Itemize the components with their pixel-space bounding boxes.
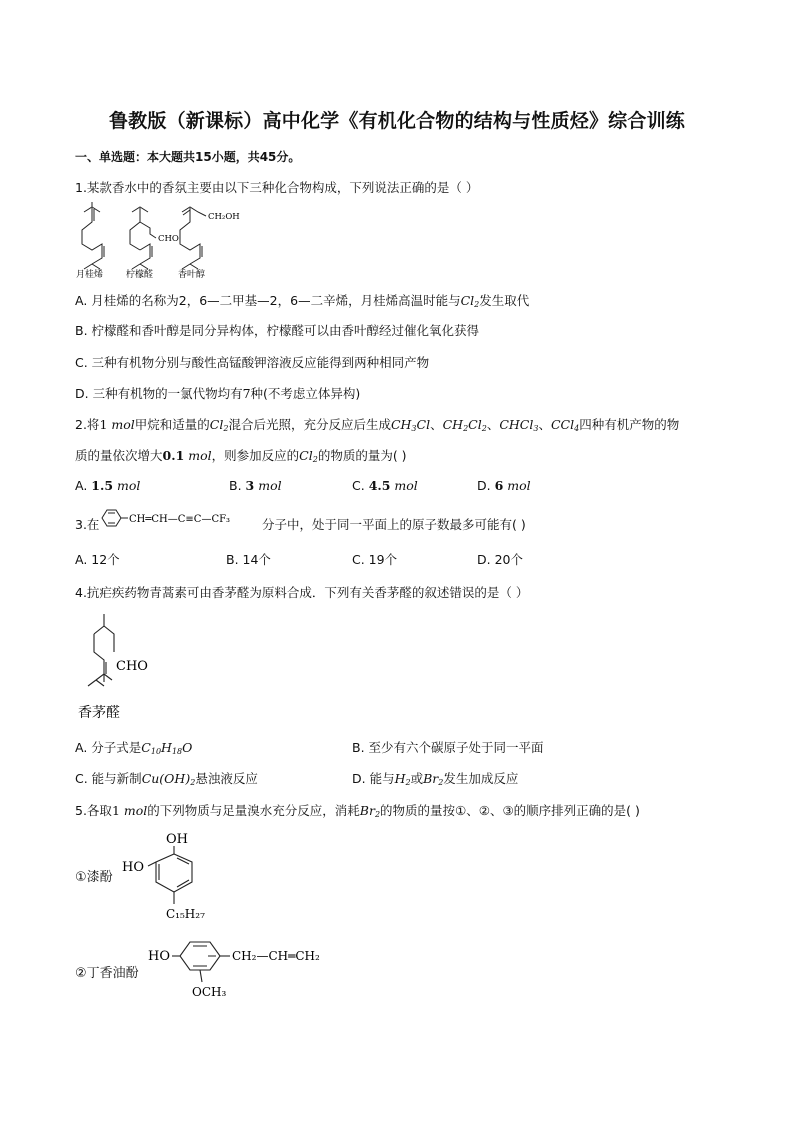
q5-m2-ho: HO <box>148 949 170 964</box>
q5-m1-oh-left: HO <box>122 860 144 875</box>
q5-label-2: ②丁香油酚 <box>75 966 139 981</box>
q4-label: 香茅醛 <box>78 705 120 721</box>
q2-option-a[interactable]: A. 1.5 mol <box>75 478 141 493</box>
q3-molecule <box>98 505 268 531</box>
q1-option-d-num: 7 <box>242 386 251 401</box>
q2-option-b[interactable]: B. 3 mol <box>229 478 282 493</box>
q5-m1-substituent: C₁₅H₂₇ <box>166 907 205 921</box>
q3-chain-text: CH═CH—C≡C—CF₃ <box>129 514 231 525</box>
q1-stem: 1.某款香水中的香氛主要由以下三种化合物构成，下列说法正确的是（ ） <box>75 180 479 195</box>
q5-m2-och3: OCH₃ <box>192 985 227 999</box>
q1-molecules <box>72 200 272 280</box>
q1-option-d-post: 种(不考虑立体异构) <box>250 386 361 401</box>
section-heading: 一、单选题：本大题共15小题，共45分。 <box>75 150 301 164</box>
q2-stem-line2: 质的量依次增大0.1 mol，则参加反应的$Cl_2$的物质的量为( ) <box>75 448 407 464</box>
q5-molecule-2 <box>146 928 376 1004</box>
q5-molecule-1 <box>118 826 238 922</box>
q4-cho-text: CHO <box>116 659 148 674</box>
q4-stem: 4.抗疟疾药物青蒿素可由香茅醛为原料合成．下列有关香茅醛的叙述错误的是（ ） <box>75 585 529 600</box>
q3-option-c[interactable]: C. 19个 <box>352 552 398 567</box>
q1-option-a-tail: 发生取代 <box>479 293 530 308</box>
q3-option-b[interactable]: B. 14个 <box>226 552 271 567</box>
q3-stem-post: 分子中，处于同一平面上的原子数最多可能有( ) <box>262 517 526 532</box>
q5-label-1: ①漆酚 <box>75 870 113 885</box>
q2-stem-line1: 2.将1 mol甲烷和适量的$Cl_2$混合后光照，充分反应后生成$CH_3Cl$、$CH_2Cl_2$、CHCl$_3$、CCl$_4$四种有机产物的物 <box>75 417 680 433</box>
q1-option-c[interactable]: C. 三种有机物分别与酸性高锰酸钾溶液反应能得到两种相同产物 <box>75 355 430 370</box>
q5-m1-oh-top: OH <box>166 832 188 847</box>
q1-label-geraniol: 香叶醇 <box>178 270 206 280</box>
q4-option-d[interactable]: D. 能与$H_2$或$Br_2$发生加成反应 <box>352 771 519 787</box>
q1-option-d[interactable] <box>75 384 360 402</box>
q2-option-d[interactable]: D. 6 mol <box>477 478 531 493</box>
q5-m2-chain: CH₂—CH═CH₂ <box>232 949 320 963</box>
q3-option-a[interactable]: A. 12个 <box>75 552 120 567</box>
q1-option-d-pre: D. 三种有机物的一氯代物均有 <box>75 386 243 401</box>
q1-option-a-formula: $Cl_2$ <box>460 293 480 309</box>
q4-molecule <box>74 612 184 722</box>
q1-option-a-text: A. 月桂烯的名称为2，6—二甲基—2，6—二辛烯，月桂烯高温时能与 <box>75 293 461 308</box>
q4-option-a[interactable]: A. 分子式是$C_{10}H_{18}O$ <box>75 740 193 756</box>
q1-ch2oh-text: CH₂OH <box>208 212 240 222</box>
q4-option-b[interactable]: B. 至少有六个碳原子处于同一平面 <box>352 740 544 755</box>
q1-label-citral: 柠檬醛 <box>126 270 154 280</box>
q5-stem: 5.各取1 mol的下列物质与足量溴水充分反应，消耗$Br_2$的物质的量按①、②、③的顺序排列正确的是( ) <box>75 803 640 819</box>
q2-option-c[interactable]: C. 4.5 mol <box>352 478 418 493</box>
q1-option-b[interactable]: B. 柠檬醛和香叶醇是同分异构体，柠檬醛可以由香叶醇经过催化氧化获得 <box>75 323 480 338</box>
q1-cho-text: CHO <box>158 234 179 244</box>
q1-option-a[interactable] <box>75 291 529 309</box>
q3-stem-pre: 3.在 <box>75 517 100 532</box>
page-title: 鲁教版（新课标）高中化学《有机化合物的结构与性质烃》综合训练 <box>108 110 685 132</box>
q3-option-d[interactable]: D. 20个 <box>477 552 523 567</box>
q4-option-c[interactable]: C. 能与新制$Cu(OH)_2$悬浊液反应 <box>75 771 258 787</box>
q1-label-myrcene: 月桂烯 <box>76 270 104 280</box>
